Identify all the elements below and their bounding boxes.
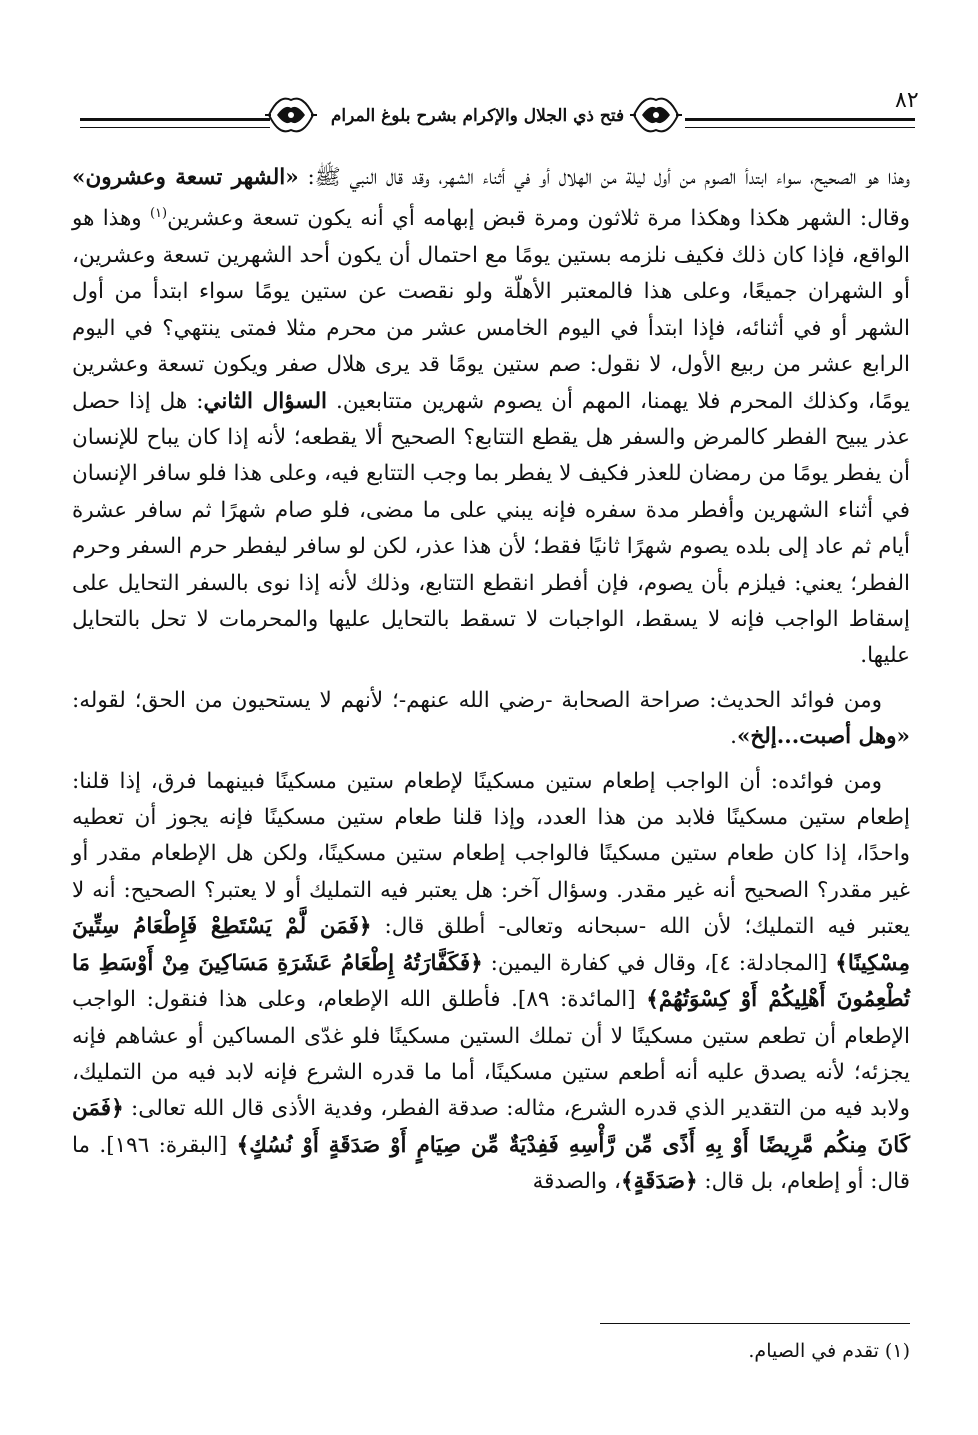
footnote-marker: (١) [149, 206, 168, 222]
hadith-quote: «وهل أصبت...إلخ» [736, 724, 910, 750]
quran-verse: ﴿فَمَن كَانَ مِنكُم مَّرِيضًا أَوْ بِهِ أَذًى مِّن رَّأْسِهِ فَفِدْيَةٌ مِّن صِيَامٍ أَوْ صَدَقَةٍ أَوْ نُسُكٍ﴾ [72, 1096, 911, 1158]
body-text [72, 160, 910, 1201]
paragraph-2 [72, 683, 910, 756]
quran-verse: ﴿فَمَن لَّمْ يَسْتَطِعْ فَإِطْعَامُ سِتِّينَ مِسْكِينًا﴾ [72, 914, 910, 976]
text-run: [المائدة: ٨٩]. فأطلق الله الإطعام، وعلى هذا فنقول: الواجب الإطعام أن تطعم ستين مسكينًا لا أن تملك الستين مسكينًا فلو غدّى المساكين أو عشاهم فإنه يجزئه؛ لأنه يصدق عليه أنه أطعم ستين مسكينًا، أما ما قدره الشرع فإنه لابد فيه من التمليك، ولابد فيه من التقدير الذي قدره الشرع، مثاله: صدقة الفطر، وفدية الأذى قال الله تعالى: [72, 987, 910, 1122]
page-number: ٨٢ [895, 88, 919, 113]
text-run: ، والصدقة [532, 1169, 621, 1195]
header-rule-left [80, 118, 270, 128]
page-header [70, 80, 919, 140]
text-run: ومن فوائد الحديث: صراحة الصحابة -رضي الله عنهم-؛ لأنهم لا يستحيون من الحق؛ لقوله: [72, 687, 882, 713]
question-heading: السؤال الثاني [203, 388, 328, 414]
book-title: فتح ذي الجلال والإكرام بشرح بلوغ المرام [330, 106, 625, 126]
quran-verse: ﴿صَدَقَةٍ﴾ [621, 1169, 698, 1195]
quran-verse: ﴿فَكَفَّارَتُهُ إِطْعَامُ عَشَرَةِ مَسَاكِينَ مِنْ أَوْسَطِ مَا تُطْعِمُونَ أَهْلِيكُمْ أَوْ كِسْوَتُهُمْ﴾ [72, 950, 910, 1013]
ornament-icon [630, 90, 682, 140]
text-run: [المجادلة: ٤]، وقال في كفارة اليمين: [482, 950, 836, 976]
footnote-divider [600, 1323, 910, 1324]
text-run: [البقرة: ١٩٦]. ما قال: أو إطعام، بل قال: [72, 1132, 910, 1195]
text-run: . [730, 724, 737, 750]
ornament-icon [265, 90, 317, 140]
header-rule-right [685, 118, 915, 128]
footnote: (١) تقدم في الصيام. [748, 1340, 910, 1362]
text-run: ومن فوائده: أن الواجب إطعام ستين مسكينًا لإطعام ستين مسكينًا فبينهما فرق، إذا قلنا: إطعام ستين مسكينًا فلابد من هذا العدد، وإذا قلنا طعام ستين مسكينًا فإنه يجوز أن تعطيه واحدًا، إذا كان طعام ستين مسكينًا فالواجب إطعام ستين مسكينًا، ولكن هل الإطعام مقدر أو غير مقدر؟ الصحيح أنه غير مقدر. وسؤال آخر: هل يعتبر فيه التمليك أو لا يعتبر؟ الصحيح: أنه لا يعتبر فيه التمليك؛ لأن الله -سبحانه وتعالى- أطلق قال: [72, 768, 910, 940]
text-run: : هل إذا حصل عذر يبيح الفطر كالمرض والسفر هل يقطع التتابع؟ الصحيح ألا يقطعه؛ لأنه إذا كان يباح للإنسان أن يفطر يومًا من رمضان للعذر فكيف لا يفطر بما وجب التتابع فيه، وعلى هذا فلو سافر الإنسان في أثناء الشهرين وأفطر مدة سفره فإنه يبني على ما مضى، فلو صام شهرًا ثم سافر عشرة أيام ثم عاد إلى بلده يصوم شهرًا ثانيًا فقط؛ لأن هذا عذر، لكن لو سافر ليفطر حرم السفر وحرم الفطر؛ يعني: فيلزم بأن يصوم، فإن أفطر انقطع التتابع، وذلك لأنه إذا نوى بالسفر التحايل على إسقاط الواجب فإنه لا يسقط، الواجبات لا تسقط بالتحايل عليها والمحرمات لا تحل بالتحايل عليها. [72, 388, 910, 669]
text-run: وقال: الشهر هكذا وهكذا مرة ثلاثون ومرة قبض إبهامه أي أنه يكون تسعة وعشرين [167, 206, 911, 232]
hadith-quote: «الشهر تسعة وعشرون» [72, 165, 299, 190]
text-run: وهذا هو الصحيح، سواء ابتدأ الصوم من أول ليلة من الهلال أو في أثناء الشهر، وقد قال النبي ﷺ: [298, 165, 911, 190]
paragraph-3 [72, 764, 910, 1201]
paragraph-1 [72, 160, 910, 675]
text-run: وهذا هو الواقع، فإذا كان ذلك فكيف نلزمه بستين يومًا مع احتمال أن يكون أحد الشهرين تسعة وعشرين، أو الشهران جميعًا، وعلى هذا فالمعتبر الأهلّة ولو نقصت عن ستين يومًا سواء ابتدأ من أول الشهر أو في أثنائه، فإذا ابتدأ في اليوم الخامس عشر من محرم مثلا فمتى ينتهي؟ في اليوم الرابع عشر من ربيع الأول، لا نقول: صم ستين يومًا قد يرى هلال صفر ويكون تسعة وعشرين يومًا، وكذلك المحرم فلا يهمنا، المهم أن يصوم شهرين متتابعين. [72, 206, 911, 414]
